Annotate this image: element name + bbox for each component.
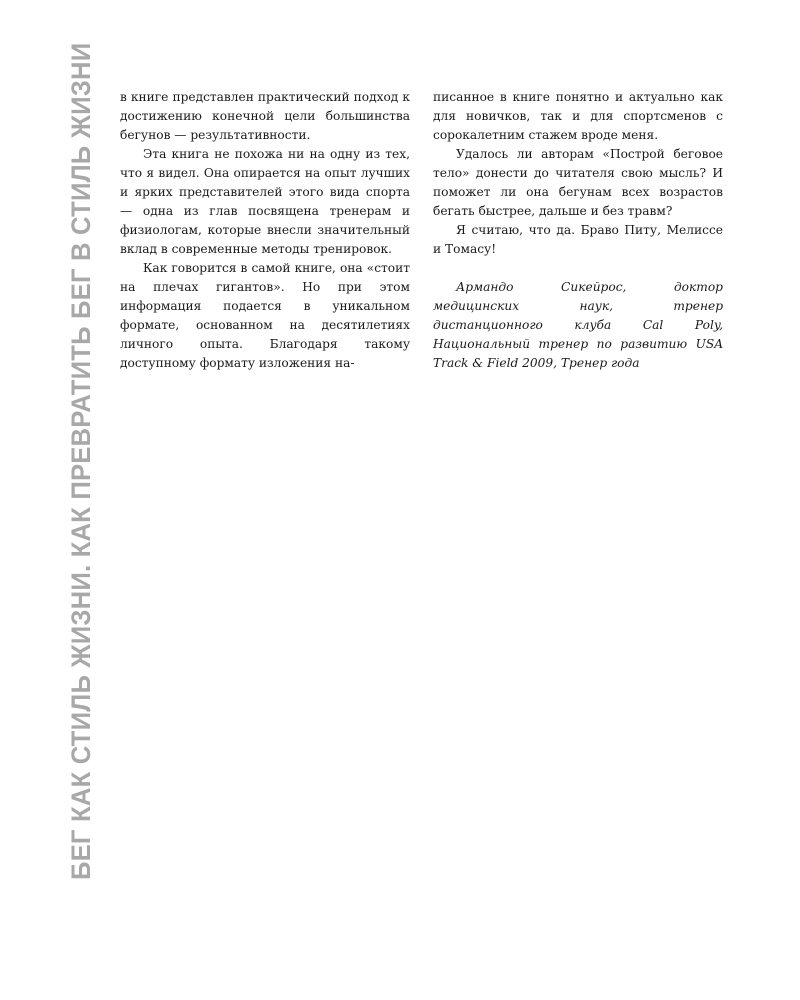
author-signature: Армандо Сикейрос, доктор медицинских наук, тренер дистанционного клуба Cal Poly, Национальный тренер по развитию USA Track & Field 2009, Тренер года — [433, 280, 723, 370]
paragraph: Эта книга не похожа ни на одну из тех, что я видел. Она опирается на опыт лучших и ярких представителей этого вида спорта — одна из глав посвящена тренерам и физиологам, которые внесли значительный вклад в современные методы тренировок. — [120, 147, 410, 256]
paragraph-continuation: в книге представлен практический подход к достижению конечной цели большинства бегунов — результативности. — [120, 90, 410, 142]
paragraph-continuation: писанное в книге понятно и актуально как для новичков, так и для спортсменов с сорокалетним стажем вроде меня. — [433, 90, 723, 142]
paragraph: Как говорится в самой книге, она «стоит на плечах гигантов». Но при этом информация подается в уникальном формате, основанном на десятилетиях личного опыта. Благодаря такому доступному формату изложения на- — [120, 261, 410, 370]
running-title-vertical: БЕГ КАК СТИЛЬ ЖИЗНИ. КАК ПРЕВРАТИТЬ БЕГ В СТИЛЬ ЖИЗНИ — [66, 42, 96, 881]
right-text-column — [433, 88, 723, 373]
left-text-column — [120, 88, 410, 373]
paragraph: Я считаю, что да. Браво Питу, Мелиссе и Томасу! — [433, 223, 723, 256]
paragraph: Удалось ли авторам «Построй беговое тело» донести до читателя свою мысль? И поможет ли она бегунам всех возрастов бегать быстрее, дальше и без травм? — [433, 147, 723, 218]
